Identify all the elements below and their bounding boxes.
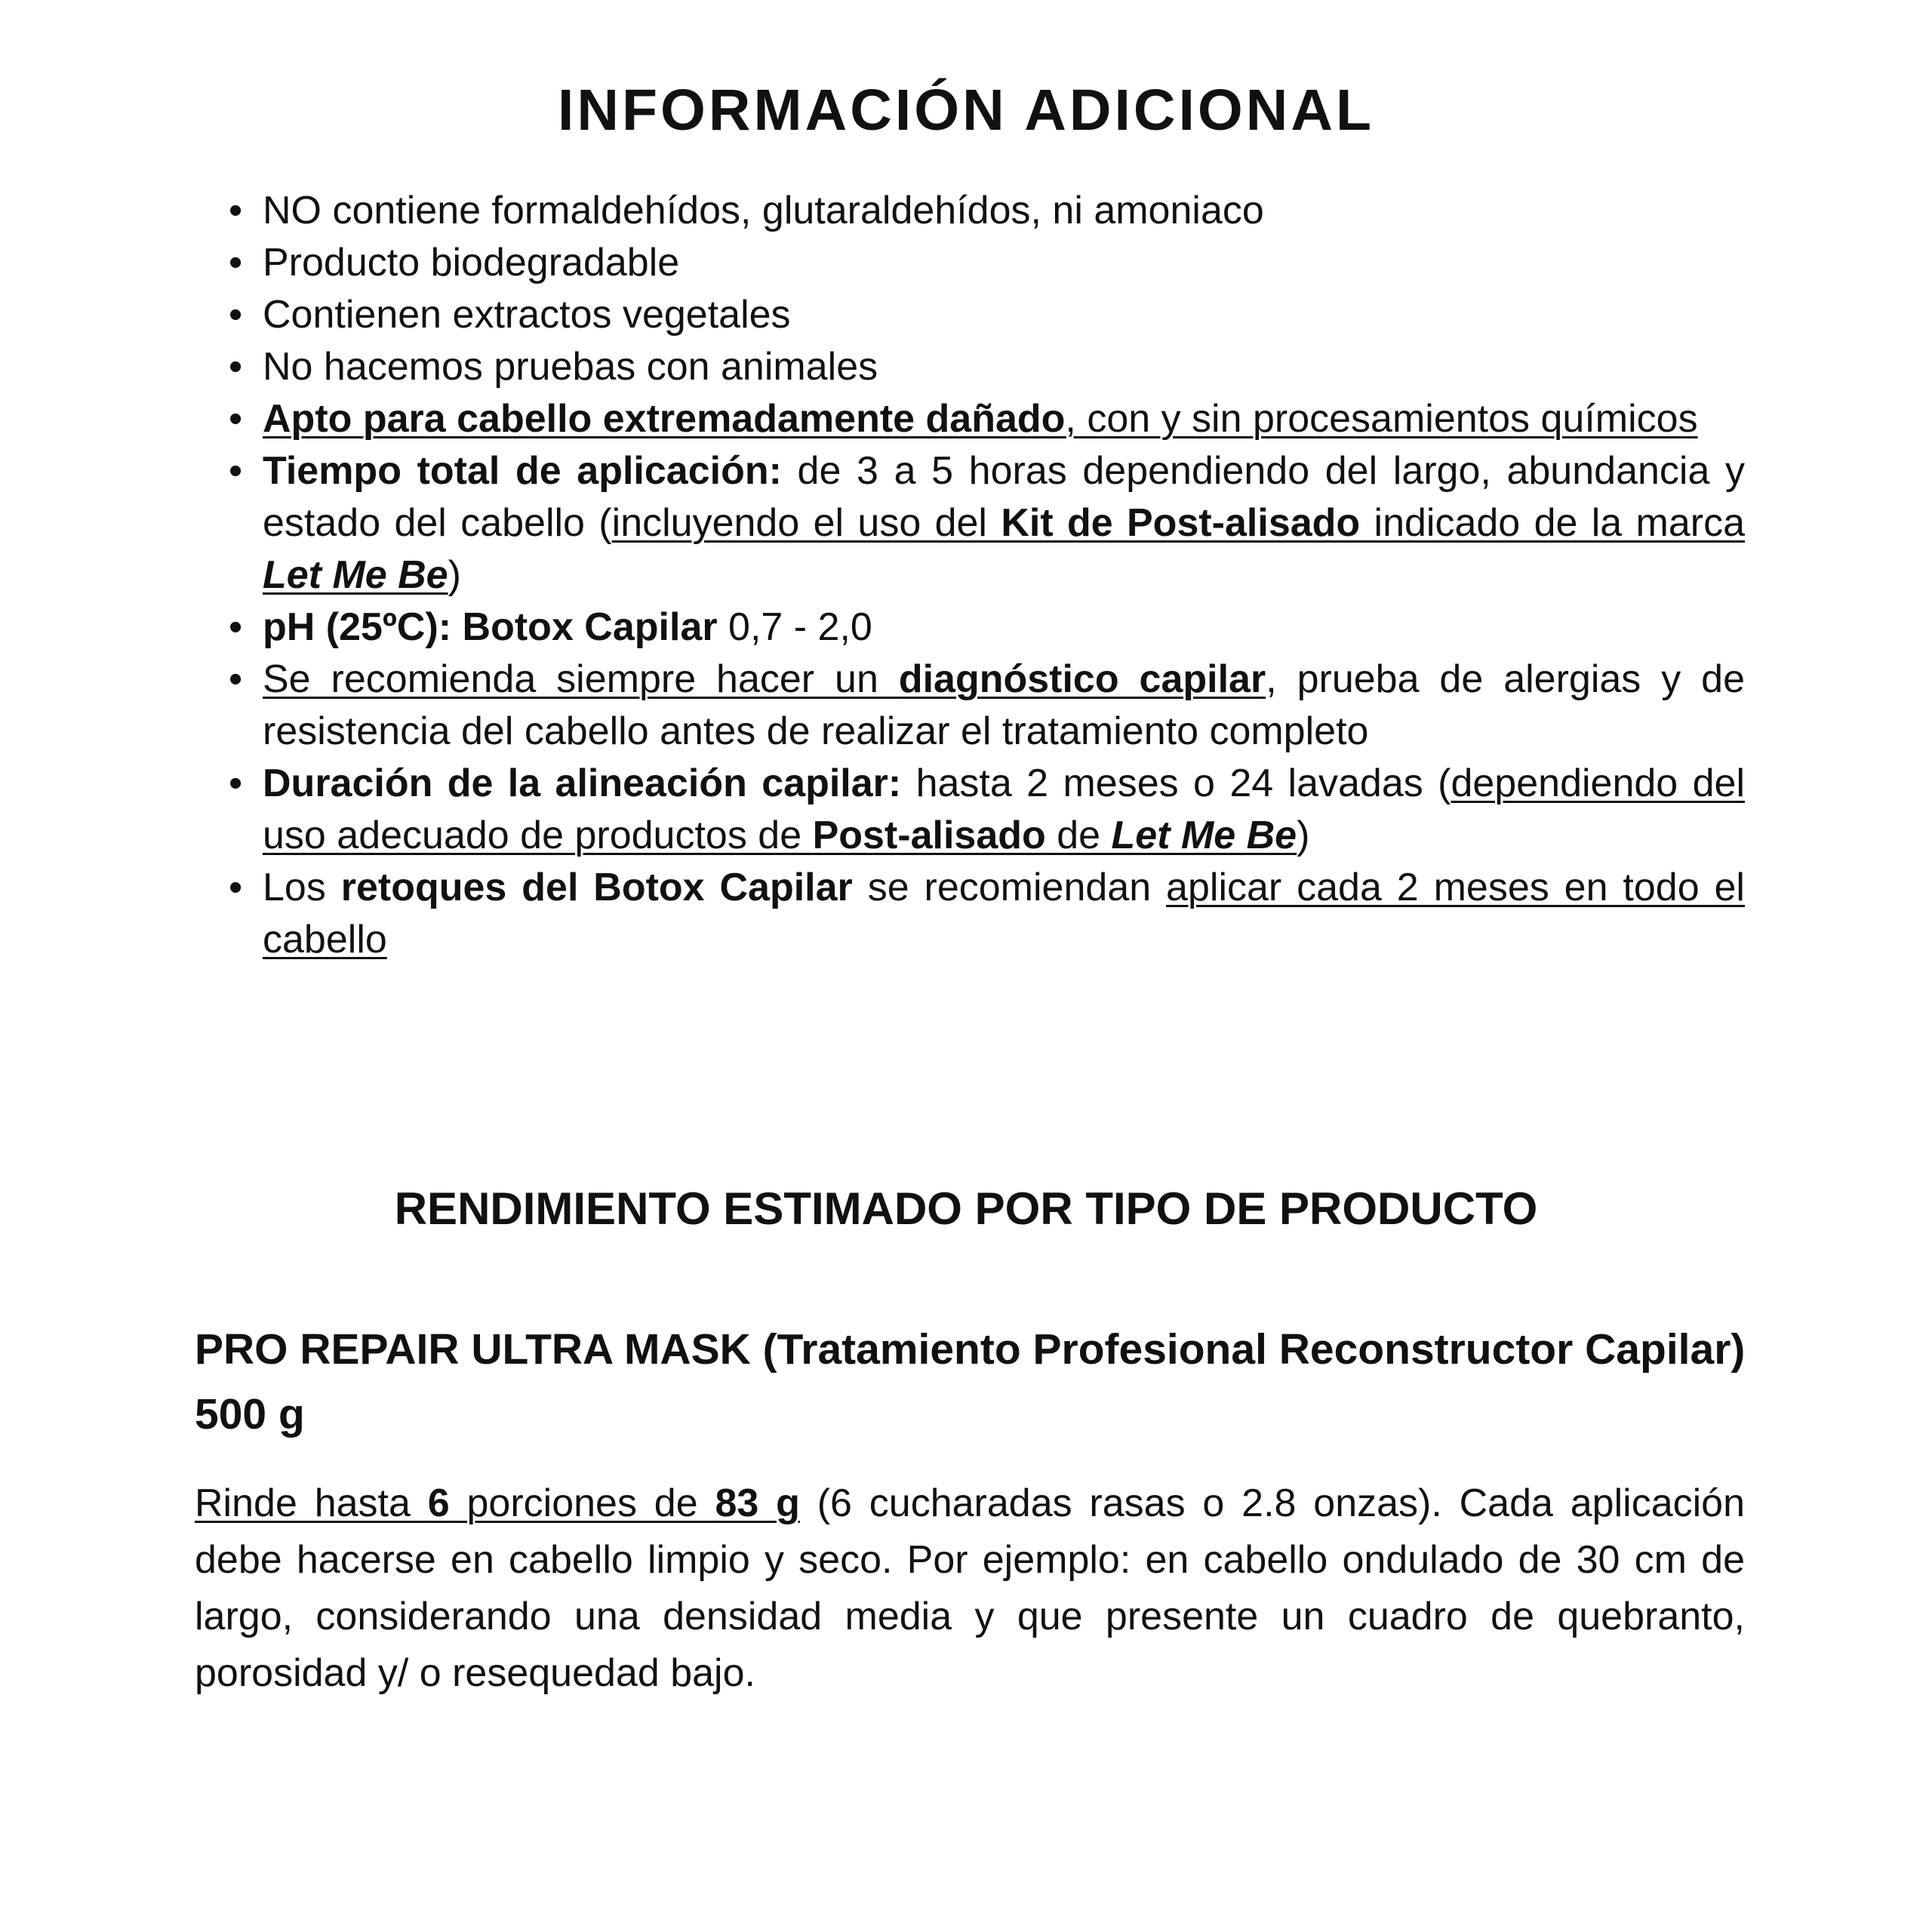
list-item	[229, 341, 1745, 393]
item-label: Duración de la alineación capilar:	[263, 761, 902, 805]
list-item	[229, 445, 1746, 601]
list-item	[229, 862, 1745, 966]
info-list	[229, 185, 1746, 966]
item-label: Tiempo total de aplicación:	[263, 449, 782, 493]
list-item	[229, 289, 1745, 341]
item-text: , prueba de alergias y de resistencia del cabello antes de realizar el tratamiento completo	[263, 657, 1745, 753]
item-underlined: Se recomienda siempre hacer un	[263, 657, 899, 701]
item-text: de 3 a 5 horas dependiendo del largo, abundancia y estado del cabello (	[263, 449, 1746, 545]
brand-name: Let Me Be	[263, 553, 448, 597]
bullet-icon: •	[229, 397, 243, 441]
list-item	[229, 185, 1745, 237]
item-text: Los	[263, 866, 341, 909]
item-underlined: incluyendo el uso del	[611, 501, 1001, 545]
list-item	[229, 237, 1745, 289]
list-item	[229, 758, 1745, 862]
bullet-icon: •	[229, 866, 243, 909]
item-underlined: indicado de la marca	[1360, 501, 1746, 545]
item-text: No hacemos pruebas con animales	[263, 345, 878, 389]
product-title: PRO REPAIR ULTRA MASK (Tratamiento Profesional Reconstructor Capilar) 500 g	[195, 1325, 1746, 1438]
item-text: se recomiendan	[852, 866, 1167, 909]
item-label: pH (25ºC): Botox Capilar	[263, 605, 718, 649]
bullet-icon: •	[229, 241, 243, 285]
description-text: (6 cucharadas rasas o 2.8 onzas). Cada aplicación debe hacerse en cabello limpio y seco. Por ejemplo: en cabello ondulado de 30 cm de largo, considerando una densidad media y que presente un cuadro de quebranto, porosidad y/ o resequedad bajo.	[195, 1481, 1746, 1695]
bullet-icon: •	[229, 761, 243, 805]
brand-name: Let Me Be	[1111, 814, 1297, 857]
item-text: NO contiene formaldehídos, glutaraldehídos, ni amoniaco	[263, 189, 1264, 232]
page-title: INFORMACIÓN ADICIONAL	[557, 78, 1375, 143]
bullet-icon: •	[229, 293, 243, 337]
product-description	[195, 1475, 1745, 1702]
portion-count: 6	[427, 1481, 450, 1525]
item-underlined: de	[1045, 814, 1112, 857]
portion-weight: 83 g	[715, 1481, 800, 1525]
item-bold-underlined: Post-alisado	[812, 814, 1046, 857]
section-title: RENDIMIENTO ESTIMADO POR TIPO DE PRODUCTO	[394, 1183, 1538, 1234]
bullet-icon: •	[229, 657, 243, 701]
item-text: Producto biodegradable	[263, 241, 680, 285]
item-underlined: dependiendo del uso adecuado de	[263, 761, 1745, 857]
item-closing: )	[1297, 814, 1310, 857]
item-underlined: aplicar cada 2 meses en todo el cabello	[263, 866, 1745, 961]
yield-underlined: Rinde hasta	[195, 1481, 428, 1525]
list-item	[229, 393, 1745, 445]
list-item	[229, 654, 1745, 758]
item-bold-underlined: diagnóstico capilar	[898, 657, 1266, 701]
bullet-icon: •	[229, 605, 243, 649]
item-underlined: , con y sin procesamientos químicos	[1065, 397, 1698, 441]
bullet-icon: •	[229, 345, 243, 389]
yield-underlined: porciones de	[449, 1481, 715, 1525]
item-text: hasta 2 meses o 24 lavadas (	[901, 761, 1451, 805]
item-text: 0,7 - 2,0	[717, 605, 872, 649]
item-bold-underlined: Apto para cabello extremadamente dañado	[263, 397, 1066, 441]
bullet-icon: •	[229, 189, 243, 232]
item-closing: )	[448, 553, 461, 597]
item-bold-underlined: Kit de Post-alisado	[1001, 501, 1361, 545]
item-underlined: productos de	[574, 814, 813, 857]
item-bold: retoques del Botox Capilar	[340, 866, 853, 909]
item-text: Contienen extractos vegetales	[263, 293, 791, 337]
list-item	[229, 601, 1745, 654]
bullet-icon: •	[229, 449, 243, 493]
